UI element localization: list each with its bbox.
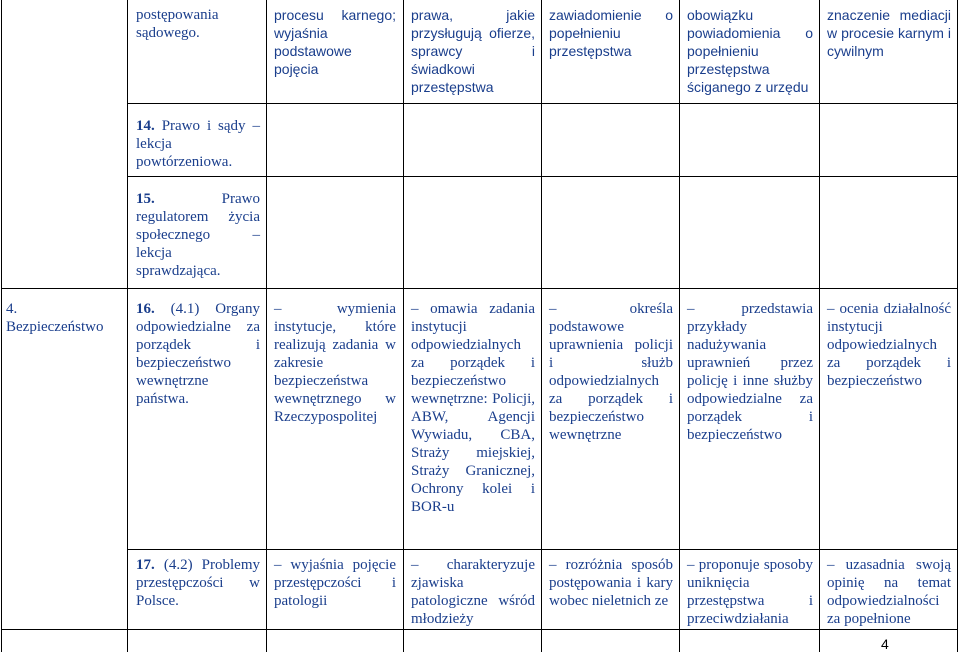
page-number: 4: [881, 636, 889, 652]
requirement-cell: – przedstawia przykłady nadużywania uprawnień przez policję i inne służby odpowiedzialne za porządek i bezpieczeństwo: [687, 301, 813, 443]
requirement-cell: – charakteryzuje zjawiska patologiczne wśród młodzieży: [411, 557, 535, 627]
requirement-cell: znaczenie mediacji w procesie karnym i cywilnym: [827, 7, 951, 59]
section-heading: [6, 300, 124, 336]
section-title: Bezpieczeństwo: [6, 319, 104, 335]
requirement-cell: – proponuje sposoby uniknięcia przestępstwa i przeciwdziałania: [687, 557, 813, 627]
lesson-topic: [136, 556, 260, 610]
requirement-cell: obowiązku powiadomienia o popełnieniu przestępstwa ściganego z urzędu: [687, 7, 813, 95]
lesson-topic: [136, 190, 260, 280]
lesson-number: 17.: [136, 557, 155, 573]
lesson-title: Prawo i sądy – lekcja powtórzeniowa.: [136, 118, 260, 170]
lesson-title: Prawo regulatorem życia społecznego – lekcja sprawdzająca.: [136, 191, 260, 279]
requirement-cell: – wymienia instytucje, które realizują zadania w zakresie bezpieczeństwa wewnętrznego w Rzeczypospolitej: [274, 301, 396, 425]
requirement-cell: – wyjaśnia pojęcie przestępczości i patologii: [274, 557, 396, 609]
lesson-number: 16.: [136, 301, 155, 317]
lesson-topic: [136, 117, 260, 171]
lesson-title: (4.2) Problemy przestępczości w Polsce.: [136, 557, 260, 609]
requirement-cell: – rozróżnia sposób postępowania i kary wobec nieletnich ze: [549, 557, 673, 609]
requirement-cell: – określa podstawowe uprawnienia policji i służb odpowiedzialnych za porządek i bezpieczeństwo wewnętrzne: [549, 301, 673, 443]
requirement-cell: procesu karnego; wyjaśnia podstawowe pojęcia: [274, 7, 396, 77]
requirement-cell: zawiadomienie o popełnieniu przestępstwa: [549, 7, 673, 59]
section-number: 4.: [6, 301, 18, 317]
lesson-title: (4.1) Organy odpowiedzialne za porządek i bezpieczeństwo wewnętrzne państwa.: [136, 301, 260, 407]
requirement-cell: – uzasadnia swoją opinię na temat odpowiedzialności za popełnione: [827, 557, 951, 627]
lesson-topic: [136, 300, 260, 408]
lesson-number: 15.: [136, 191, 155, 207]
lesson-number: 14.: [136, 118, 155, 134]
requirement-cell: – omawia zadania instytucji odpowiedzialnych za porządek i bezpieczeństwo wewnętrzne: Policji, ABW, Agencji Wywiadu, CBA, Straży miejskiej, Straży Granicznej, Ochrony kolei i BOR-u: [411, 301, 535, 515]
requirement-cell: prawa, jakie przysługują ofierze, sprawcy i świadkowi przestępstwa: [411, 7, 535, 95]
requirement-cell: – ocenia działalność instytucji odpowiedzialnych za porządek i bezpieczeństwo: [827, 301, 951, 389]
topic-cell: postępowania sądowego.: [136, 7, 219, 41]
